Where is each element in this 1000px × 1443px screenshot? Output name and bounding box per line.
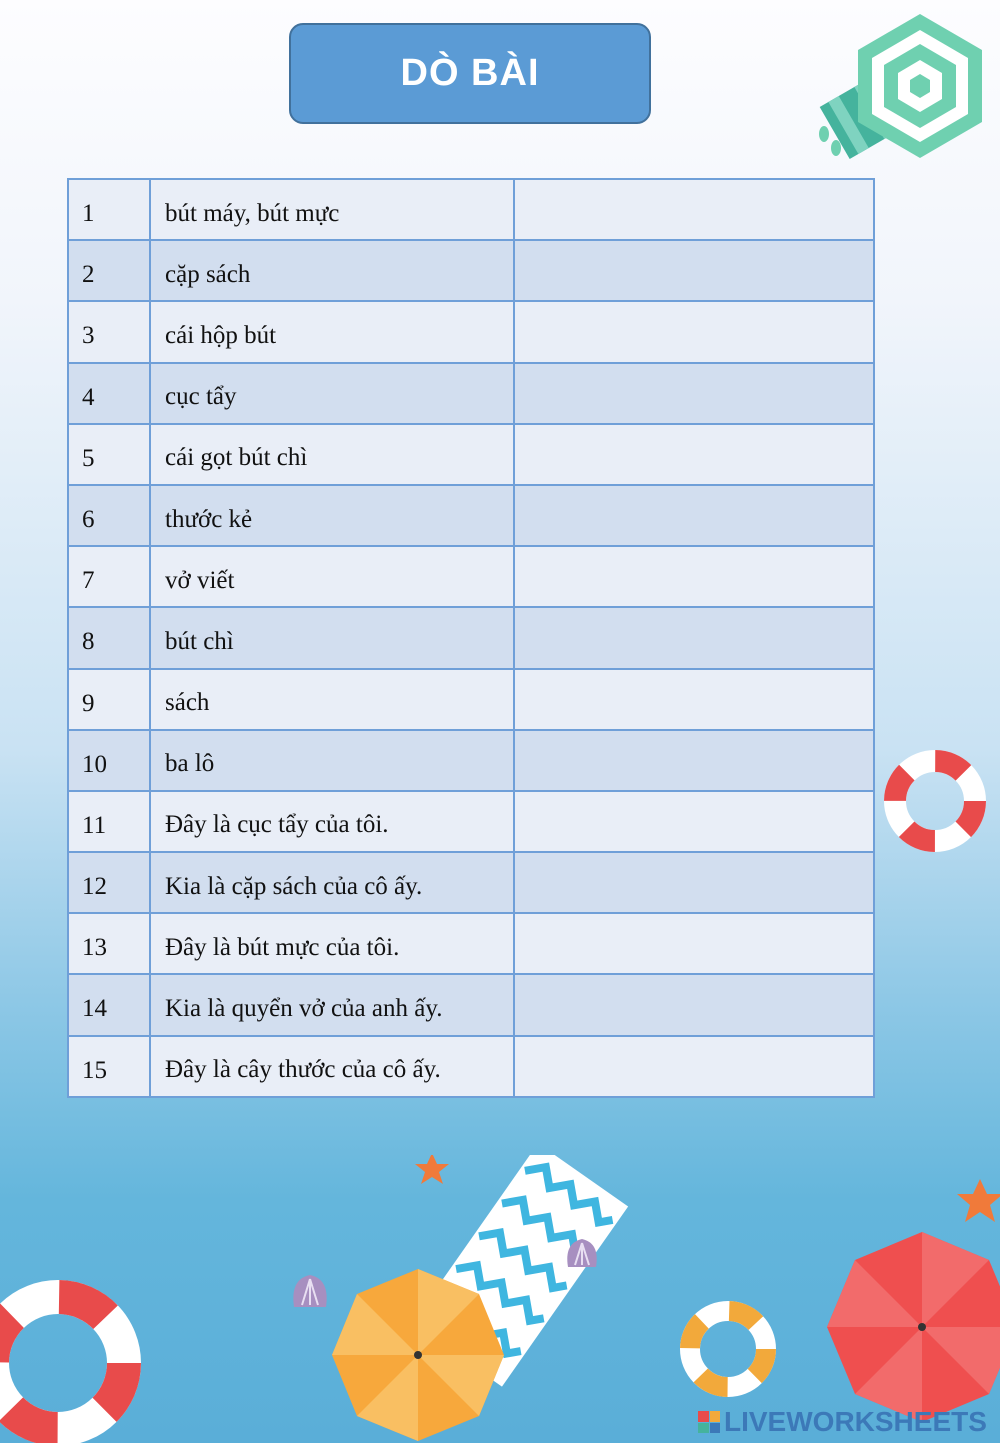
answer-cell[interactable] [514, 730, 874, 791]
table-row [68, 852, 874, 913]
table-row [68, 485, 874, 546]
answer-cell[interactable] [514, 363, 874, 424]
answer-cell[interactable] [514, 179, 874, 240]
vocabulary-table [67, 178, 875, 1098]
answer-cell[interactable] [514, 852, 874, 913]
row-text: cái hộp bút [150, 301, 514, 362]
answer-drop-zone[interactable] [515, 731, 873, 790]
row-text: Đây là cục tẩy của tôi. [150, 791, 514, 852]
answer-cell[interactable] [514, 1036, 874, 1097]
row-number: 12 [68, 852, 150, 913]
row-number: 14 [68, 974, 150, 1035]
answer-cell[interactable] [514, 424, 874, 485]
life-ring-icon [0, 1297, 124, 1429]
liveworksheets-logo-icon [698, 1411, 720, 1433]
row-text: bút máy, bút mực [150, 179, 514, 240]
starfish-icon [957, 1179, 1000, 1222]
umbrella-towel-icon [808, 8, 998, 178]
row-text: vở viết [150, 546, 514, 607]
row-number: 15 [68, 1036, 150, 1097]
row-text: cặp sách [150, 240, 514, 301]
row-text: cục tẩy [150, 363, 514, 424]
answer-drop-zone[interactable] [515, 792, 873, 851]
shell-icon [293, 1275, 326, 1307]
row-number: 11 [68, 791, 150, 852]
table-row [68, 974, 874, 1035]
answer-drop-zone[interactable] [515, 975, 873, 1034]
row-number: 5 [68, 424, 150, 485]
table-row [68, 240, 874, 301]
table-row [68, 363, 874, 424]
answer-cell[interactable] [514, 669, 874, 730]
brand-text: LIVEWORKSHEETS [724, 1406, 987, 1437]
answer-cell[interactable] [514, 974, 874, 1035]
row-text: Đây là bút mực của tôi. [150, 913, 514, 974]
table-row [68, 301, 874, 362]
row-number: 9 [68, 669, 150, 730]
title-box [289, 23, 651, 124]
answer-drop-zone[interactable] [515, 302, 873, 361]
table-row [68, 607, 874, 668]
answer-cell[interactable] [514, 913, 874, 974]
answer-drop-zone[interactable] [515, 364, 873, 423]
answer-cell[interactable] [514, 301, 874, 362]
page-title: DÒ BÀI [400, 52, 540, 94]
beach-decoration [0, 1155, 1000, 1443]
answer-drop-zone[interactable] [515, 608, 873, 667]
answer-drop-zone[interactable] [515, 914, 873, 973]
answer-drop-zone[interactable] [515, 1037, 873, 1096]
orange-umbrella-icon [332, 1269, 504, 1441]
row-text: ba lô [150, 730, 514, 791]
row-text: cái gọt bút chì [150, 424, 514, 485]
answer-drop-zone[interactable] [515, 486, 873, 545]
answer-cell[interactable] [514, 240, 874, 301]
starfish-icon [415, 1155, 449, 1184]
row-text: sách [150, 669, 514, 730]
answer-drop-zone[interactable] [515, 670, 873, 729]
row-number: 7 [68, 546, 150, 607]
answer-cell[interactable] [514, 485, 874, 546]
table-row [68, 669, 874, 730]
row-number: 1 [68, 179, 150, 240]
table-row [68, 913, 874, 974]
life-ring-icon [884, 750, 986, 852]
answer-cell[interactable] [514, 546, 874, 607]
table-row [68, 546, 874, 607]
row-text: Kia là quyển vở của anh ấy. [150, 974, 514, 1035]
table-row [68, 730, 874, 791]
row-number: 2 [68, 240, 150, 301]
life-ring-icon [690, 1311, 766, 1387]
answer-drop-zone[interactable] [515, 547, 873, 606]
answer-drop-zone[interactable] [515, 180, 873, 239]
table-row [68, 179, 874, 240]
row-number: 10 [68, 730, 150, 791]
row-text: bút chì [150, 607, 514, 668]
red-umbrella-icon [827, 1232, 1000, 1422]
row-text: thước kẻ [150, 485, 514, 546]
answer-drop-zone[interactable] [515, 241, 873, 300]
table-row [68, 1036, 874, 1097]
answer-cell[interactable] [514, 607, 874, 668]
row-text: Kia là cặp sách của cô ấy. [150, 852, 514, 913]
answer-cell[interactable] [514, 791, 874, 852]
answer-drop-zone[interactable] [515, 425, 873, 484]
table-row [68, 791, 874, 852]
answer-drop-zone[interactable] [515, 853, 873, 912]
row-number: 8 [68, 607, 150, 668]
row-number: 4 [68, 363, 150, 424]
row-number: 6 [68, 485, 150, 546]
table-row [68, 424, 874, 485]
liveworksheets-brand [698, 1404, 987, 1440]
row-number: 3 [68, 301, 150, 362]
row-number: 13 [68, 913, 150, 974]
row-text: Đây là cây thước của cô ấy. [150, 1036, 514, 1097]
